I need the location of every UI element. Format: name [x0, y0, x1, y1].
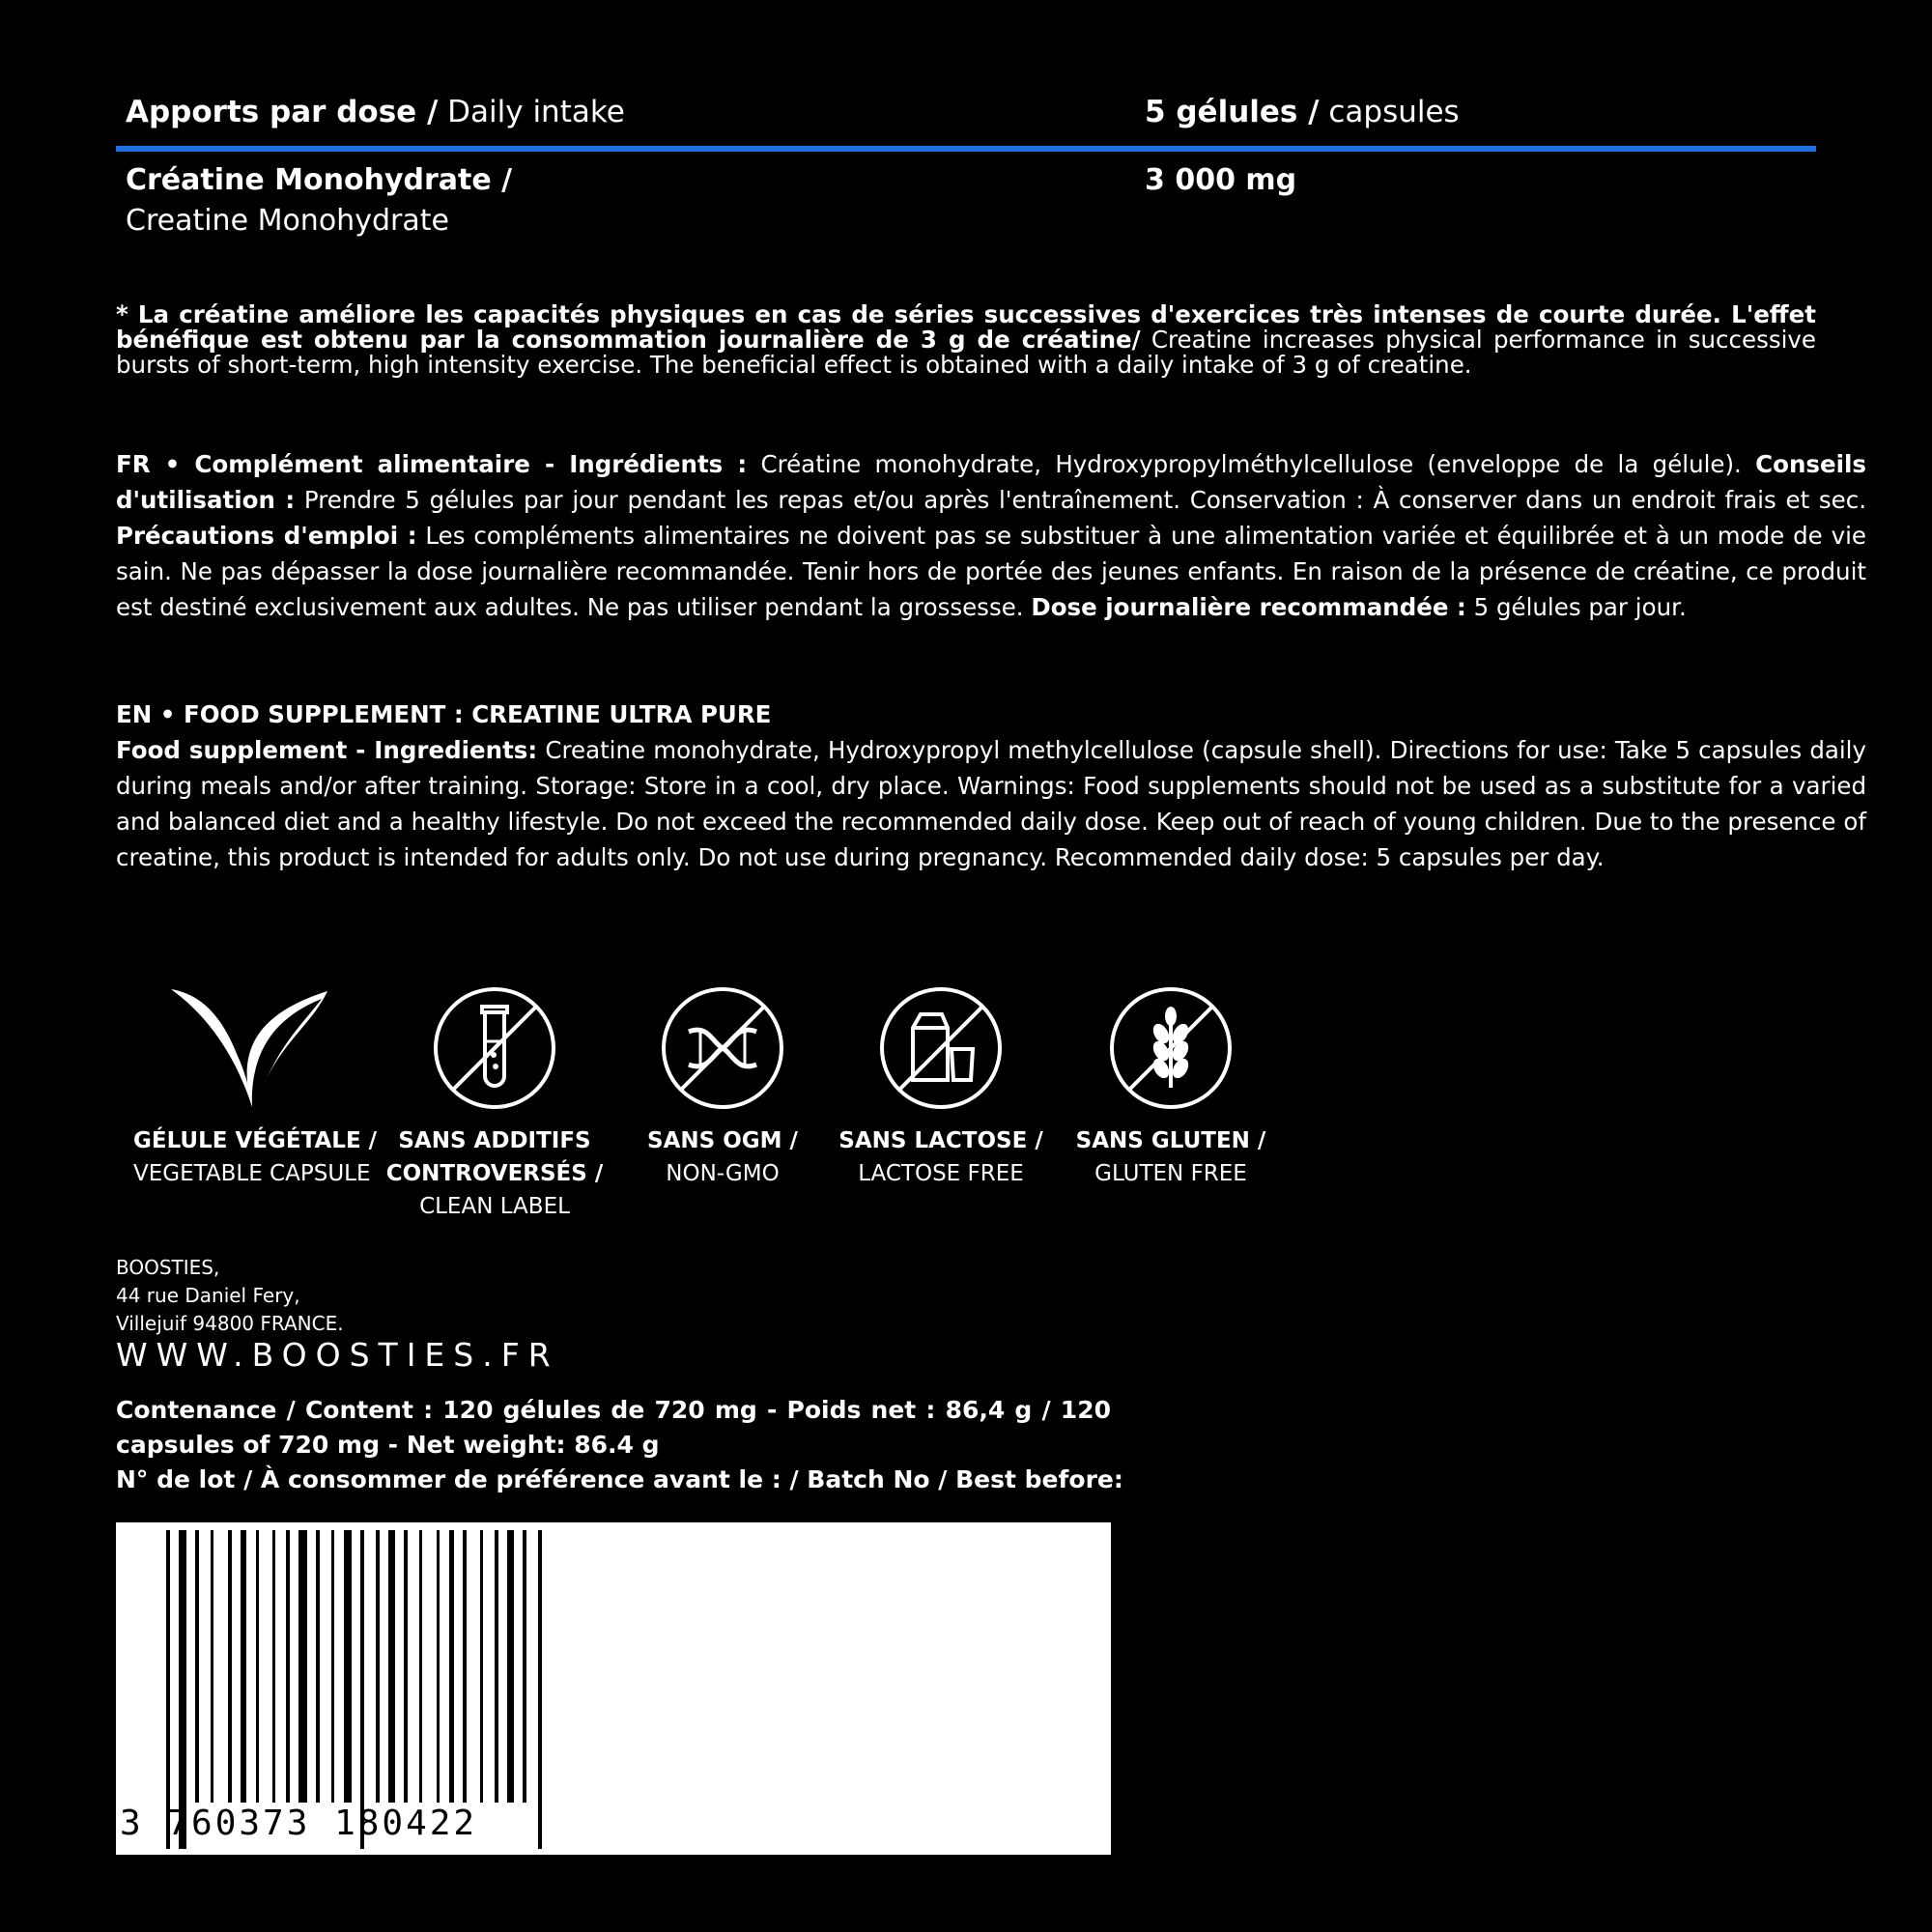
- batch-line: N° de lot / À consommer de préférence avant le : / Batch No / Best before:: [116, 1465, 1123, 1493]
- badge-5-line2: GLUTEN FREE: [1094, 1161, 1247, 1186]
- address-block: [116, 1254, 344, 1338]
- barcode-bar: [179, 1530, 186, 1849]
- row-name-bold: Créatine Monohydrate /: [126, 163, 513, 197]
- barcode-bar: [538, 1530, 542, 1849]
- badge-3-line2: NON-GMO: [666, 1161, 780, 1186]
- barcode-bar: [404, 1530, 408, 1803]
- barcode-bar: [256, 1530, 259, 1803]
- fr-dose: 5 gélules par jour.: [1465, 593, 1687, 621]
- fr-precautions: Les compléments alimentaires ne doivent pas se substituer à une alimentation variée et équilibrée et à un mode de vie sain. Ne pas dépasser la dose journalière recommandée. Tenir hors de portée des jeunes enfants. En raison de la présence de créatine, ce produit est destiné exclusivement aux adultes. Ne pas utiliser pendant la grossesse.: [116, 522, 1866, 621]
- barcode-bar: [507, 1530, 514, 1803]
- header-right-regular: capsules: [1319, 95, 1460, 129]
- barcode-bar: [331, 1530, 334, 1803]
- content-weight: Contenance / Content : 120 gélules de 720 mg - Poids net : 86,4 g / 120 capsules of 720 mg - Net weight: 86.4 g: [116, 1396, 1111, 1459]
- barcode-bar: [166, 1530, 170, 1849]
- en-title: EN • FOOD SUPPLEMENT : CREATINE ULTRA PURE: [116, 700, 772, 728]
- barcode-bar: [419, 1530, 422, 1803]
- barcode: [116, 1522, 1111, 1855]
- barcode-bar: [495, 1530, 498, 1803]
- fr-ingredients: Créatine monohydrate, Hydroxypropylméthylcellulose (enveloppe de la gélule).: [747, 450, 1756, 478]
- barcode-bar: [241, 1530, 246, 1803]
- barcode-bar: [480, 1530, 483, 1803]
- barcode-bar: [523, 1530, 526, 1803]
- website-link[interactable]: WWW.BOOSTIES.FR: [116, 1336, 559, 1374]
- fr-paragraph: [116, 446, 1866, 625]
- address-line2: 44 rue Daniel Fery,: [116, 1284, 300, 1307]
- header-left-regular: Daily intake: [438, 95, 625, 129]
- row-value: 3 000 mg: [1145, 163, 1297, 197]
- badge-2-line3: CLEAN LABEL: [419, 1194, 570, 1219]
- claim-note: [116, 302, 1816, 378]
- badge-2-line2: CONTROVERSÉS /: [385, 1161, 604, 1186]
- barcode-bar: [211, 1530, 213, 1803]
- fr-dose-label: Dose journalière recommandée :: [1031, 593, 1466, 621]
- en-body: Creatine monohydrate, Hydroxypropyl methylcellulose (capsule shell). Directions for use: Take 5 capsules daily during meals and/or after training. Storage: Store in a cool, dry place. Warnings: Food supplements should not be used as a substitute for a varied and balanced diet and a healthy lifestyle. Do not exceed the recommended daily dose. Keep out of reach of young children. Due to the presence of creatine, this product is intended for adults only. Do not use during pregnancy. Recommended daily dose: 5 capsules per day.: [116, 736, 1866, 871]
- badge-4-line1: SANS LACTOSE /: [838, 1128, 1043, 1153]
- fr-lead: FR • Complément alimentaire - Ingrédients :: [116, 450, 748, 478]
- badge-gluten-free: [1055, 985, 1287, 1190]
- badge-2-line1: SANS ADDITIFS: [398, 1128, 591, 1153]
- barcode-bar: [195, 1530, 199, 1803]
- badge-non-gmo: [607, 985, 838, 1190]
- en-paragraph: [116, 732, 1866, 875]
- no-wheat-icon: [1108, 985, 1234, 1111]
- badge-1-line1: GÉLULE VÉGÉTALE /: [133, 1128, 378, 1153]
- en-lead: Food supplement - Ingredients:: [116, 736, 538, 764]
- badge-1-line2: VEGETABLE CAPSULE: [133, 1161, 371, 1186]
- fr-usage: Prendre 5 gélules par jour pendant les repas et/ou après l'entraînement. Conservation : À conserver dans un endroit frais et sec.: [295, 486, 1867, 514]
- fr-usage-label: Conseils d'utilisation :: [116, 450, 1867, 514]
- barcode-bar: [316, 1530, 320, 1803]
- leaf-icon: [167, 985, 331, 1111]
- table-divider: [116, 146, 1816, 152]
- header-left-bold: Apports par dose /: [126, 95, 439, 129]
- badge-lactose-free: [825, 985, 1057, 1190]
- badge-3-line1: SANS OGM /: [647, 1128, 798, 1153]
- barcode-digits: 3 760373 180422: [120, 1804, 478, 1843]
- barcode-bar: [344, 1530, 352, 1803]
- badge-clean-label: [379, 985, 611, 1223]
- no-milk-icon: [878, 985, 1004, 1111]
- badge-vegetable-capsule: [133, 985, 378, 1190]
- badge-5-line1: SANS GLUTEN /: [1075, 1128, 1266, 1153]
- table-header-left: [126, 93, 625, 131]
- barcode-bar: [272, 1530, 275, 1803]
- badge-4-line2: LACTOSE FREE: [858, 1161, 1024, 1186]
- claim-note-bold: * La créatine améliore les capacités physiques en cas de séries successives d'exercices très intenses de courte durée. L'effet bénéfique est obtenu par la consommation journalière de 3 g de créatine/: [116, 300, 1816, 354]
- row-name-regular: Creatine Monohydrate: [126, 204, 449, 238]
- barcode-bar: [449, 1530, 454, 1803]
- barcode-bar: [437, 1530, 440, 1803]
- fr-precautions-label: Précautions d'emploi :: [116, 522, 417, 550]
- barcode-bar: [286, 1530, 290, 1803]
- claim-note-regular: Creatine increases physical performance in successive bursts of short-term, high intensity exercise. The beneficial effect is obtained with a daily intake of 3 g of creatine.: [116, 326, 1816, 379]
- barcode-bar: [228, 1530, 232, 1803]
- barcode-bar: [360, 1530, 364, 1849]
- address-line1: BOOSTIES,: [116, 1256, 220, 1279]
- table-header-right: [1145, 93, 1460, 131]
- no-test-tube-icon: [432, 985, 557, 1111]
- barcode-bar: [298, 1530, 307, 1803]
- address-line3: Villejuif 94800 FRANCE.: [116, 1312, 344, 1335]
- header-right-bold: 5 gélules /: [1145, 95, 1320, 129]
- no-dna-icon: [660, 985, 785, 1111]
- barcode-bar: [463, 1530, 467, 1803]
- barcode-bar: [388, 1530, 395, 1803]
- barcode-bar: [376, 1530, 380, 1803]
